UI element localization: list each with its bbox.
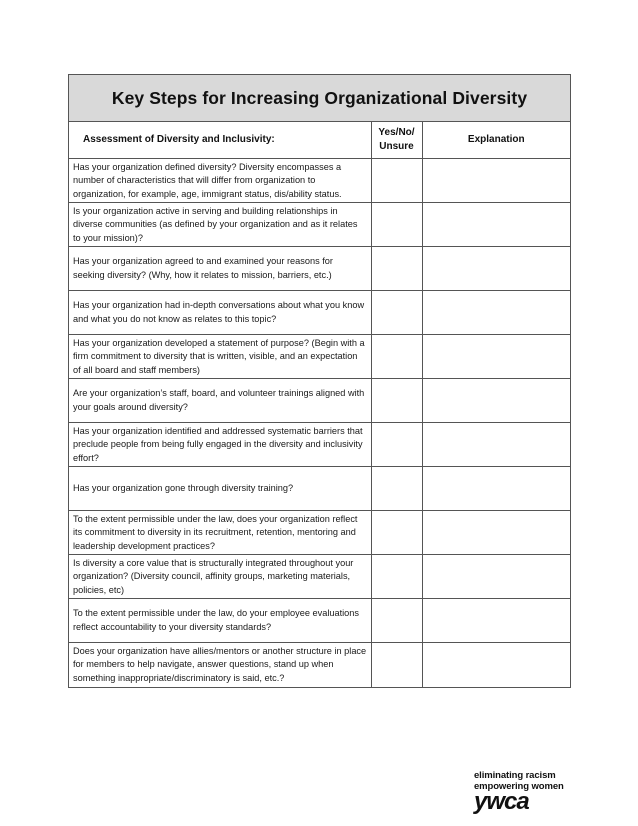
question-cell: Is diversity a core value that is structurally integrated throughout your organization? (Diversity council, affinity groups, marketing materials, policies, etc)	[69, 555, 371, 599]
table-row	[69, 599, 570, 643]
explanation-cell[interactable]	[422, 379, 570, 423]
answer-cell[interactable]	[371, 247, 422, 291]
title-bar	[69, 75, 570, 122]
table-row	[69, 159, 570, 203]
question-cell: Has your organization had in-depth conversations about what you know and what you do not know as relates to this topic?	[69, 291, 371, 335]
answer-cell[interactable]	[371, 379, 422, 423]
explanation-cell[interactable]	[422, 335, 570, 379]
question-cell: To the extent permissible under the law, do your employee evaluations reflect accountability to your diversity standards?	[69, 599, 371, 643]
table-row	[69, 511, 570, 555]
question-cell: Has your organization agreed to and examined your reasons for seeking diversity? (Why, how it relates to mission, barriers, etc.)	[69, 247, 371, 291]
answer-cell[interactable]	[371, 291, 422, 335]
assessment-table	[69, 122, 570, 687]
table-row	[69, 379, 570, 423]
question-cell: Is your organization active in serving and building relationships in diverse communities (as defined by your organization and as it relates to your mission)?	[69, 203, 371, 247]
assessment-form	[68, 74, 571, 688]
table-row	[69, 203, 570, 247]
explanation-cell[interactable]	[422, 423, 570, 467]
ywca-logo	[474, 770, 594, 815]
question-column-header: Assessment of Diversity and Inclusivity:	[69, 122, 371, 159]
question-cell: Are your organization’s staff, board, and volunteer trainings aligned with your goals around diversity?	[69, 379, 371, 423]
logo-tagline-1: eliminating racism	[474, 770, 556, 781]
explanation-cell[interactable]	[422, 159, 570, 203]
answer-header-line2: Unsure	[379, 141, 414, 152]
question-cell: Has your organization identified and addressed systematic barriers that preclude people from being fully engaged in the diversity and inclusivity effort?	[69, 423, 371, 467]
table-row	[69, 247, 570, 291]
logo-tagline-2: empowering women	[474, 781, 564, 792]
answer-cell[interactable]	[371, 643, 422, 687]
question-cell: Does your organization have allies/mentors or another structure in place for members to help navigate, answer questions, stand up when something inappropriate/discriminatory is said, etc.?	[69, 643, 371, 687]
table-row	[69, 555, 570, 599]
explanation-cell[interactable]	[422, 511, 570, 555]
answer-cell[interactable]	[371, 159, 422, 203]
answer-cell[interactable]	[371, 555, 422, 599]
explanation-cell[interactable]	[422, 291, 570, 335]
question-cell: Has your organization defined diversity? Diversity encompasses a number of characteristics that will differ from organization to organization, for example, age, immigrant status, dis/ability status.	[69, 159, 371, 203]
answer-cell[interactable]	[371, 467, 422, 511]
table-row	[69, 423, 570, 467]
logo-wordmark: ywca	[474, 788, 529, 815]
explanation-cell[interactable]	[422, 203, 570, 247]
question-cell: To the extent permissible under the law, does your organization reflect its commitment to diversity in its recruitment, retention, mentoring and leadership development practices?	[69, 511, 371, 555]
explanation-cell[interactable]	[422, 599, 570, 643]
answer-cell[interactable]	[371, 203, 422, 247]
table-row	[69, 291, 570, 335]
question-cell: Has your organization developed a statement of purpose? (Begin with a firm commitment to diversity that is written, visible, and an expectation of all board and staff members)	[69, 335, 371, 379]
explanation-cell[interactable]	[422, 467, 570, 511]
explanation-cell[interactable]	[422, 643, 570, 687]
table-row	[69, 643, 570, 687]
table-row	[69, 467, 570, 511]
page-title: Key Steps for Increasing Organizational Diversity	[111, 87, 528, 108]
question-cell: Has your organization gone through diversity training?	[69, 467, 371, 511]
answer-cell[interactable]	[371, 599, 422, 643]
explanation-cell[interactable]	[422, 247, 570, 291]
answer-cell[interactable]	[371, 423, 422, 467]
table-header-row	[69, 122, 570, 159]
answer-cell[interactable]	[371, 335, 422, 379]
answer-header-line1: Yes/No/	[378, 127, 415, 138]
answer-column-header	[371, 122, 422, 159]
explanation-column-header: Explanation	[422, 122, 570, 159]
answer-cell[interactable]	[371, 511, 422, 555]
explanation-cell[interactable]	[422, 555, 570, 599]
table-row	[69, 335, 570, 379]
